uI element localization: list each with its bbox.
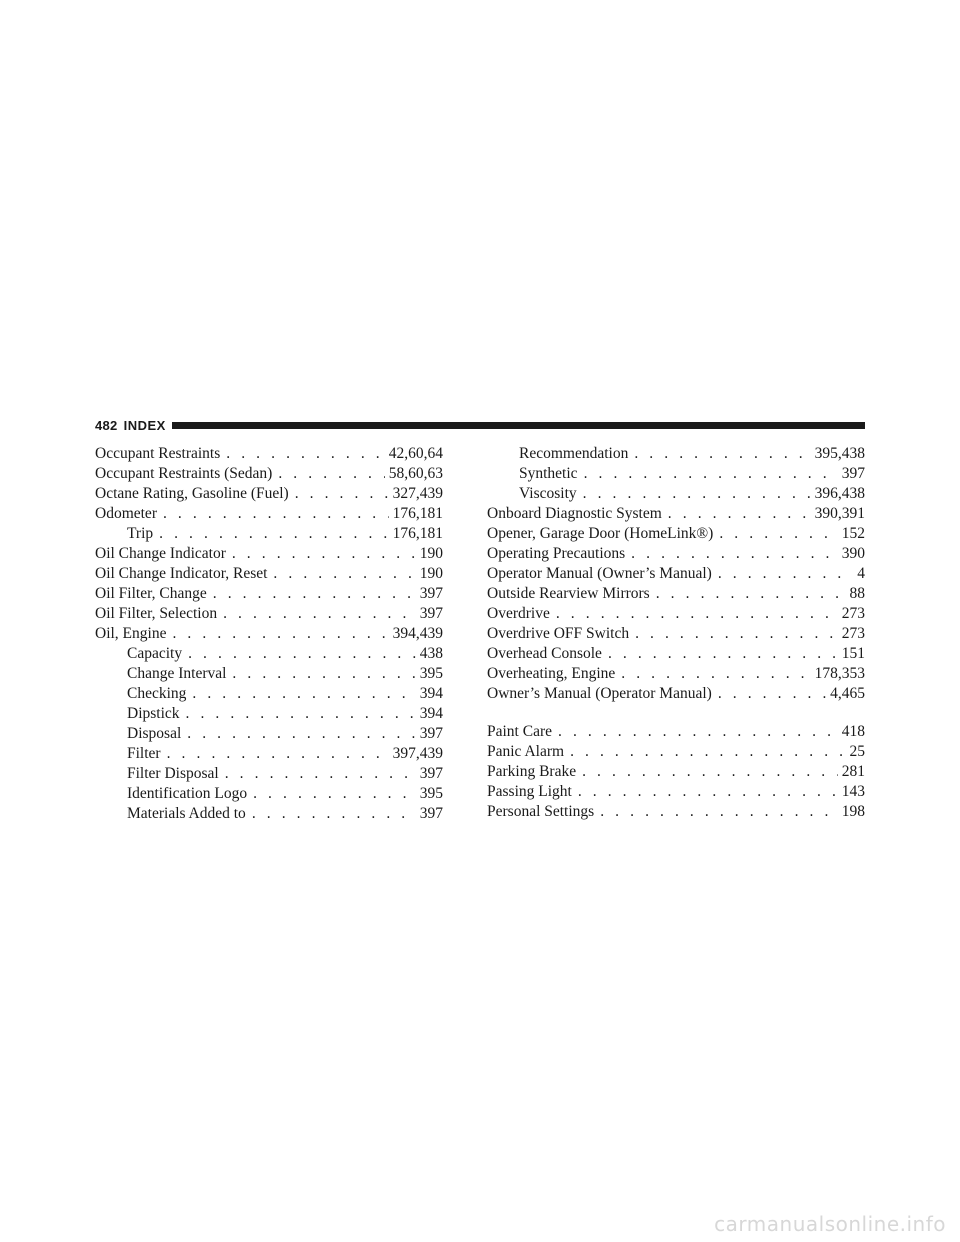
index-entry: [487, 782, 865, 802]
index-entry: [487, 544, 865, 564]
index-entry: [487, 802, 865, 822]
entry-pages: 176,181: [392, 525, 443, 542]
index-subentry: [95, 664, 443, 684]
entry-label: Identification Logo: [127, 785, 248, 802]
index-entry: [95, 604, 443, 624]
dot-leader: [558, 722, 838, 742]
entry-pages: 396,438: [814, 485, 865, 502]
entry-pages: 397: [841, 465, 865, 482]
entry-label: Octane Rating, Gasoline (Fuel): [95, 485, 289, 502]
entry-pages: 397: [419, 765, 443, 782]
entry-label: Occupant Restraints: [95, 445, 221, 462]
entry-label: Oil Change Indicator, Reset: [95, 565, 268, 582]
index-entry: [487, 504, 865, 524]
entry-pages: 190: [419, 565, 443, 582]
entry-label: Recommendation: [519, 445, 629, 462]
dot-leader: [608, 644, 838, 664]
dot-leader: [187, 724, 416, 744]
dot-leader: [635, 624, 838, 644]
entry-label: Passing Light: [487, 783, 572, 800]
index-entry: [95, 584, 443, 604]
index-subentry: [95, 704, 443, 724]
entry-label: Personal Settings: [487, 803, 595, 820]
index-subentry: [95, 724, 443, 744]
entry-pages: 394,439: [392, 625, 443, 642]
entry-label: Odometer: [95, 505, 157, 522]
entry-label: Parking Brake: [487, 763, 577, 780]
entry-label: Trip: [127, 525, 154, 542]
dot-leader: [278, 464, 384, 484]
index-entry: [95, 544, 443, 564]
dot-leader: [578, 782, 838, 802]
entry-label: Paint Care: [487, 723, 552, 740]
index-subentry: [95, 804, 443, 824]
entry-pages: 190: [419, 545, 443, 562]
entry-pages: 438: [419, 645, 443, 662]
dot-leader: [188, 644, 416, 664]
index-entry: [487, 684, 865, 704]
entry-label: Disposal: [127, 725, 182, 742]
entry-label: Filter Disposal: [127, 765, 219, 782]
entry-pages: 397,439: [392, 745, 443, 762]
dot-leader: [582, 762, 838, 782]
page-header: [95, 414, 865, 436]
entry-label: Overdrive OFF Switch: [487, 625, 630, 642]
dot-leader: [656, 584, 846, 604]
dot-leader: [186, 704, 416, 724]
index-subentry: [487, 484, 865, 504]
dot-leader: [232, 664, 415, 684]
dot-leader: [223, 604, 416, 624]
entry-pages: 151: [841, 645, 865, 662]
dot-leader: [719, 524, 837, 544]
index-entry: [487, 624, 865, 644]
index-entry: [95, 504, 443, 524]
dot-leader: [159, 524, 388, 544]
dot-leader: [273, 564, 415, 584]
entry-label: Dipstick: [127, 705, 180, 722]
entry-label: Overheating, Engine: [487, 665, 616, 682]
page-number: 482: [95, 417, 118, 433]
entry-pages: 395,438: [814, 445, 865, 462]
index-entry: [95, 464, 443, 484]
dot-leader: [192, 684, 415, 704]
index-entry: [487, 584, 865, 604]
entry-pages: 394: [419, 705, 443, 722]
index-subentry: [95, 784, 443, 804]
entry-pages: 390: [841, 545, 865, 562]
index-entry: [487, 604, 865, 624]
entry-pages: 397: [419, 805, 443, 822]
index-entry: [487, 762, 865, 782]
index-subentry: [487, 464, 865, 484]
dot-leader: [668, 504, 811, 524]
watermark: carmanualsonline.info: [714, 1212, 946, 1236]
entry-label: Oil Filter, Selection: [95, 605, 218, 622]
entry-label: Materials Added to: [127, 805, 246, 822]
dot-leader: [163, 504, 389, 524]
entry-pages: 281: [841, 763, 865, 780]
entry-pages: 152: [841, 525, 865, 542]
index-entry: [487, 564, 865, 584]
entry-pages: 25: [849, 743, 865, 760]
entry-label: Overdrive: [487, 605, 550, 622]
entry-pages: 143: [841, 783, 865, 800]
entry-pages: 42,60,64: [388, 445, 443, 462]
dot-leader: [634, 444, 810, 464]
dot-leader: [253, 784, 416, 804]
index-entry: [95, 444, 443, 464]
index-entry: [487, 644, 865, 664]
entry-pages: 395: [419, 785, 443, 802]
entry-pages: 4: [857, 565, 865, 582]
index-subentry: [95, 684, 443, 704]
entry-label: Capacity: [127, 645, 183, 662]
dot-leader: [225, 764, 416, 784]
dot-leader: [172, 624, 388, 644]
entry-label: Overhead Console: [487, 645, 602, 662]
entry-pages: 397: [419, 605, 443, 622]
index-column-left: [95, 444, 443, 824]
index-entry: [487, 742, 865, 762]
dot-leader: [213, 584, 416, 604]
dot-leader: [226, 444, 384, 464]
entry-label: Operating Precautions: [487, 545, 626, 562]
entry-pages: 397: [419, 725, 443, 742]
dot-leader: [718, 684, 826, 704]
dot-leader: [232, 544, 416, 564]
dot-leader: [167, 744, 389, 764]
entry-label: Oil Filter, Change: [95, 585, 207, 602]
header-rule: [172, 422, 865, 429]
dot-leader: [621, 664, 810, 684]
entry-label: Filter: [127, 745, 161, 762]
index-entry: [95, 564, 443, 584]
dot-leader: [584, 464, 838, 484]
entry-pages: 176,181: [392, 505, 443, 522]
entry-label: Outside Rearview Mirrors: [487, 585, 650, 602]
entry-pages: 58,60,63: [388, 465, 443, 482]
entry-pages: 327,439: [392, 485, 443, 502]
entry-label: Change Interval: [127, 665, 227, 682]
dot-leader: [570, 742, 845, 762]
entry-label: Oil Change Indicator: [95, 545, 226, 562]
entry-pages: 88: [849, 585, 865, 602]
dot-leader: [252, 804, 416, 824]
entry-label: Checking: [127, 685, 187, 702]
entry-pages: 418: [841, 723, 865, 740]
index-subentry: [95, 764, 443, 784]
entry-label: Synthetic: [519, 465, 578, 482]
index-entry: [95, 624, 443, 644]
entry-label: Opener, Garage Door (HomeLink®): [487, 525, 714, 542]
entry-label: Oil, Engine: [95, 625, 167, 642]
index-entry: [487, 722, 865, 742]
section-title: INDEX: [123, 417, 166, 433]
entry-pages: 390,391: [814, 505, 865, 522]
entry-label: Occupant Restraints (Sedan): [95, 465, 273, 482]
dot-leader: [556, 604, 838, 624]
entry-label: Onboard Diagnostic System: [487, 505, 662, 522]
entry-pages: 178,353: [814, 665, 865, 682]
index-entry: [487, 664, 865, 684]
index-subentry: [95, 524, 443, 544]
dot-leader: [718, 564, 853, 584]
entry-label: Operator Manual (Owner’s Manual): [487, 565, 712, 582]
entry-pages: 273: [841, 625, 865, 642]
index-subentry: [95, 744, 443, 764]
entry-pages: 397: [419, 585, 443, 602]
entry-pages: 394: [419, 685, 443, 702]
entry-pages: 4,465: [830, 685, 865, 702]
index-subentry: [487, 444, 865, 464]
index-entry: [487, 524, 865, 544]
dot-leader: [295, 484, 389, 504]
index-column-right: [487, 444, 865, 822]
entry-label: Owner’s Manual (Operator Manual): [487, 685, 712, 702]
entry-pages: 273: [841, 605, 865, 622]
entry-pages: 198: [841, 803, 865, 820]
dot-leader: [600, 802, 838, 822]
entry-pages: 395: [419, 665, 443, 682]
index-entry: [95, 484, 443, 504]
dot-leader: [583, 484, 811, 504]
dot-leader: [631, 544, 838, 564]
entry-label: Viscosity: [519, 485, 577, 502]
index-subentry: [95, 644, 443, 664]
entry-label: Panic Alarm: [487, 743, 565, 760]
